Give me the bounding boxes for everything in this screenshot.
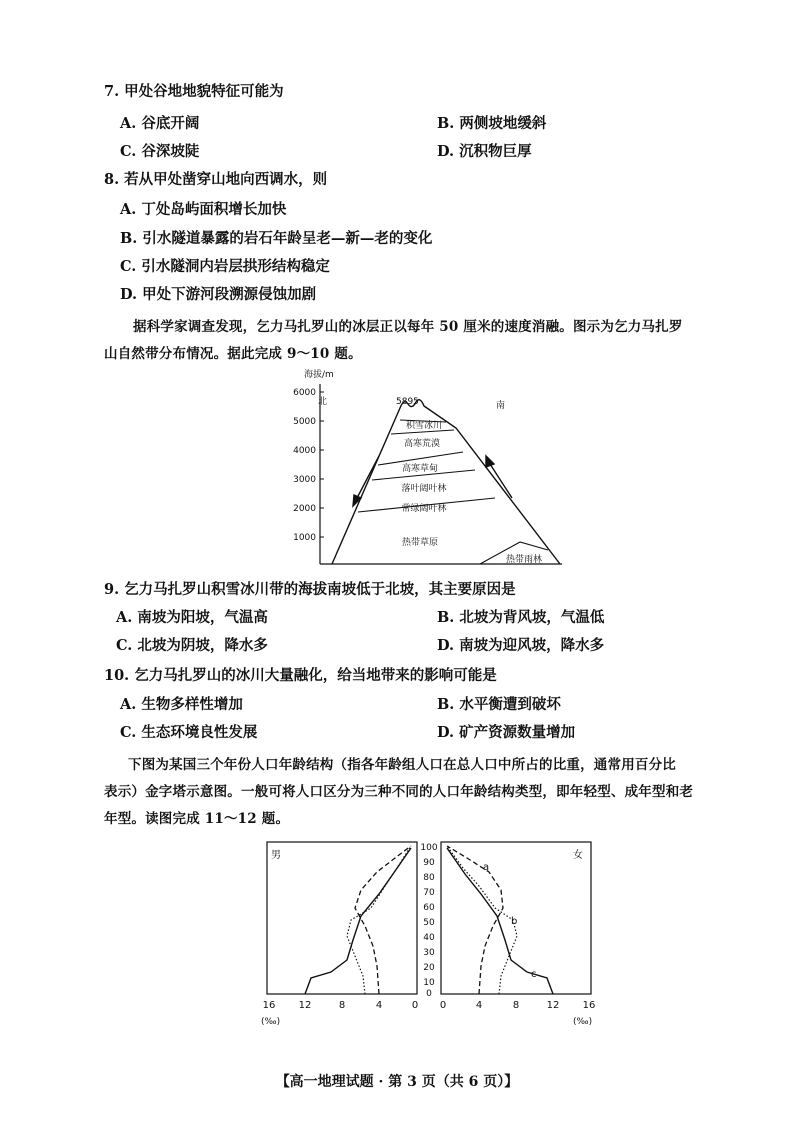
age-tick-80: 80 xyxy=(423,873,435,883)
male-panel xyxy=(267,842,417,994)
mountain-zone-diagram xyxy=(293,364,570,572)
zone-deciduous-forest: 落叶阔叶林 xyxy=(401,484,447,494)
right-x-tick-0: 0 xyxy=(439,1000,447,1011)
right-x-tick-8: 8 xyxy=(512,1000,520,1011)
q10-stem: 10. 乞力马扎罗山的冰川大量融化，给当地带来的影响可能是 xyxy=(104,667,497,684)
age-tick-0: 0 xyxy=(426,989,432,999)
q7-stem: 7. 甲处谷地地貌特征可能为 xyxy=(104,83,284,100)
age-tick-70: 70 xyxy=(423,888,435,898)
south-label: 南 xyxy=(496,401,506,411)
y-tick-6000: 6000 xyxy=(293,388,316,398)
male-curve-c xyxy=(305,848,411,994)
right-x-tick-16: 16 xyxy=(582,1000,596,1011)
male-label: 男 xyxy=(271,850,281,861)
q9-option-a: A. 南坡为阳坡，气温高 xyxy=(116,609,268,626)
q8-option-c: C. 引水隧洞内岩层拱形结构稳定 xyxy=(120,258,330,275)
zone-evergreen-forest: 常绿阔叶林 xyxy=(401,504,447,514)
left-x-tick-8: 8 xyxy=(338,1000,346,1011)
north-label: 北 xyxy=(318,397,328,407)
q9-option-d: D. 南坡为迎风坡，降水多 xyxy=(437,637,605,654)
population-pyramid xyxy=(255,836,605,1032)
age-tick-40: 40 xyxy=(423,933,435,943)
q10-option-a: A. 生物多样性增加 xyxy=(120,696,243,713)
q8-option-d: D. 甲处下游河段溯源侵蚀加剧 xyxy=(120,286,317,303)
q7-option-c: C. 谷深坡陡 xyxy=(120,143,200,160)
left-x-tick-4: 4 xyxy=(375,1000,383,1011)
age-tick-30: 30 xyxy=(423,948,435,958)
intro1-line1: 据科学家调查发现，乞力马扎罗山的冰层正以每年 50 厘米的速度消融。图示为乞力马扎罗 xyxy=(133,319,683,335)
right-unit-label: (‰) xyxy=(573,1017,593,1027)
y-axis-label: 海拔/m xyxy=(304,370,334,380)
left-x-tick-0: 0 xyxy=(411,1000,419,1011)
intro2-line2: 表示）金字塔示意图。一般可将人口区分为三种不同的人口年龄结构类型，即年轻型、成年型和老 xyxy=(104,784,694,800)
zone-snow-glacier: 积雪冰川 xyxy=(405,421,443,431)
left-unit-label: (‰) xyxy=(261,1017,281,1027)
zone-savanna: 热带草原 xyxy=(401,538,439,548)
q8-stem: 8. 若从甲处凿穿山地向西调水，则 xyxy=(104,171,328,188)
q8-option-a: A. 丁处岛屿面积增长加快 xyxy=(120,201,287,218)
y-tick-5000: 5000 xyxy=(293,417,316,427)
right-x-tick-4: 4 xyxy=(475,1000,483,1011)
q9-option-b: B. 北坡为背风坡，气温低 xyxy=(437,609,605,626)
q10-option-c: C. 生态环境良性发展 xyxy=(120,724,258,741)
left-x-tick-16: 16 xyxy=(262,1000,276,1011)
age-tick-90: 90 xyxy=(423,858,435,868)
y-tick-1000: 1000 xyxy=(293,533,316,543)
q7-option-d: D. 沉积物巨厚 xyxy=(437,143,532,160)
page-footer: 【高一地理试题 · 第 3 页（共 6 页）】 xyxy=(275,1074,519,1090)
curve-label-c: c xyxy=(531,969,537,980)
female-label: 女 xyxy=(573,850,583,861)
right-x-tick-12: 12 xyxy=(546,1000,560,1011)
q9-option-c: C. 北坡为阴坡，降水多 xyxy=(116,637,268,654)
intro2-line3: 年型。读图完成 11～12 题。 xyxy=(104,811,290,827)
y-tick-4000: 4000 xyxy=(293,446,316,456)
curve-label-b: b xyxy=(511,916,518,927)
q8-option-b: B. 引水隧道暴露的岩石年龄呈老—新—老的变化 xyxy=(120,230,433,247)
y-tick-2000: 2000 xyxy=(293,504,316,514)
curve-label-a: a xyxy=(483,862,490,873)
q7-option-a: A. 谷底开阔 xyxy=(120,115,200,132)
female-curve-a xyxy=(447,846,503,994)
left-x-tick-12: 12 xyxy=(298,1000,312,1011)
peak-label: 5895 xyxy=(396,397,419,407)
age-tick-50: 50 xyxy=(423,918,435,928)
zone-alpine-meadow: 高寒草甸 xyxy=(401,464,439,474)
male-curve-b xyxy=(347,846,411,994)
zone-alpine-desert: 高寒荒漠 xyxy=(403,439,441,449)
intro2-line1: 下图为某国三个年份人口年龄结构（指各年龄组人口在总人口中所占的比重，通常用百分比 xyxy=(128,757,676,773)
y-tick-3000: 3000 xyxy=(293,475,316,485)
age-tick-60: 60 xyxy=(423,903,435,913)
female-curve-c xyxy=(447,848,553,994)
zone-rainforest: 热带雨林 xyxy=(505,555,543,565)
q7-option-b: B. 两侧坡地缓斜 xyxy=(437,115,547,132)
q9-stem: 9. 乞力马扎罗山积雪冰川带的海拔南坡低于北坡，其主要原因是 xyxy=(104,581,516,598)
q10-option-d: D. 矿产资源数量增加 xyxy=(437,724,576,741)
q10-option-b: B. 水平衡遭到破坏 xyxy=(437,696,561,713)
age-tick-20: 20 xyxy=(423,963,435,973)
age-tick-10: 10 xyxy=(423,978,435,988)
intro1-line2: 山自然带分布情况。据此完成 9～10 题。 xyxy=(104,346,362,362)
age-tick-100: 100 xyxy=(420,843,438,853)
male-curve-a xyxy=(355,846,411,994)
